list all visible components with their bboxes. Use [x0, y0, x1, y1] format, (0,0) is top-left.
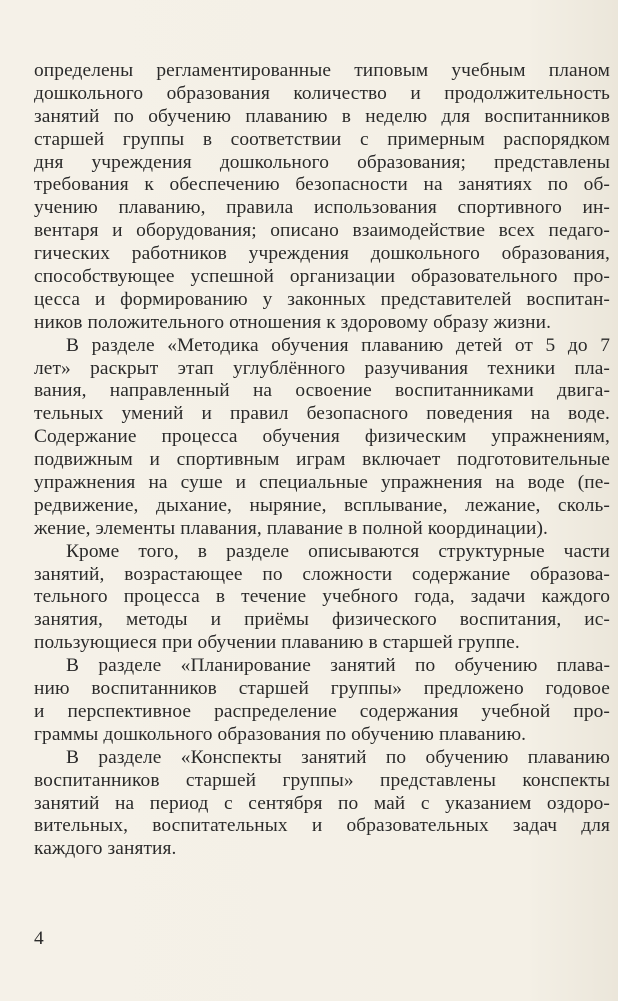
text-line: требования к обеспечению безопасности на занятиях по об-: [34, 174, 610, 196]
text-line: граммы дошкольного образования по обучению плаванию.: [34, 723, 527, 745]
text-line: гических работников учреждения дошкольного образования,: [34, 243, 610, 265]
body-text: [34, 60, 610, 861]
text-line: тельного процесса в течение учебного года, задачи каждого: [34, 586, 610, 608]
text-line: лет» раскрыт этап углублённого разучивания техники пла-: [34, 357, 610, 379]
text-line: способствующее успешной организации образовательного про-: [34, 266, 610, 288]
text-line: В разделе «Планирование занятий по обучению плава-: [66, 655, 610, 677]
text-line: нию воспитанников старшей группы» предложено годовое: [34, 678, 610, 700]
text-line: пользующиеся при обучении плаванию в старшей группе.: [34, 632, 520, 654]
text-line: воспитанников старшей группы» представлены конспекты: [34, 769, 610, 791]
text-line: старшей группы в соответствии с примерным распорядком: [34, 128, 610, 150]
text-line: каждого занятия.: [34, 838, 177, 860]
text-line: цесса и формированию у законных представителей воспитан-: [34, 288, 610, 310]
text-line: Кроме того, в разделе описываются структурные части: [66, 540, 610, 562]
text-line: вительных, воспитательных и образовательных задач для: [34, 815, 610, 837]
text-line: занятий на период с сентября по май с указанием оздоро-: [34, 792, 610, 814]
text-line: тельных умений и правил безопасного поведения на воде.: [34, 403, 610, 425]
text-line: дня учреждения дошкольного образования; представлены: [34, 151, 610, 173]
text-line: дошкольного образования количество и продолжительность: [34, 82, 610, 104]
text-line: вания, направленный на освоение воспитанниками двига-: [34, 380, 610, 402]
text-line: занятий, возрастающее по сложности содержание образова-: [34, 563, 610, 585]
text-line: жение, элементы плавания, плавание в полной координации).: [34, 517, 548, 539]
text-line: вентаря и оборудования; описано взаимодействие всех педаго-: [34, 220, 610, 242]
text-line: В разделе «Методика обучения плаванию детей от 5 до 7: [66, 334, 610, 356]
text-line: учению плаванию, правила использования спортивного ин-: [34, 197, 610, 219]
text-line: редвижение, дыхание, ныряние, всплывание, лежание, сколь-: [34, 494, 610, 516]
text-line: Содержание процесса обучения физическим упражнениям,: [34, 426, 610, 448]
text-line: ников положительного отношения к здоровому образу жизни.: [34, 311, 552, 333]
text-line: определены регламентированные типовым учебным планом: [34, 60, 610, 81]
text-line: подвижным и спортивным играм включает подготовительные: [34, 449, 610, 471]
text-line: В разделе «Конспекты занятий по обучению плаванию: [66, 746, 610, 768]
text-line: занятия, методы и приёмы физического воспитания, ис-: [34, 609, 610, 631]
text-line: и перспективное распределение содержания учебной про-: [34, 700, 610, 722]
text-line: упражнения на суше и специальные упражнения на воде (пе-: [34, 472, 610, 494]
text-line: занятий по обучению плаванию в неделю для воспитанников: [34, 105, 610, 127]
page-number: 4: [34, 928, 44, 949]
